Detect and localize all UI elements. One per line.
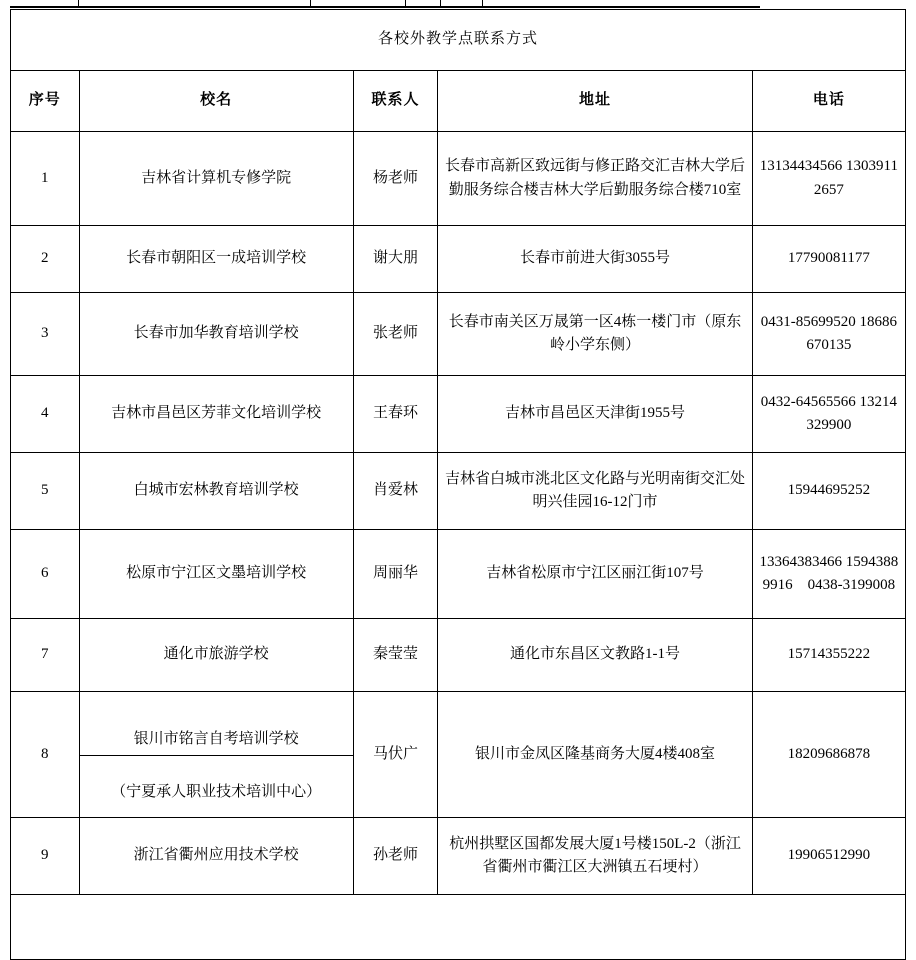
row-contact: 张老师 <box>353 293 438 376</box>
table-row <box>11 818 906 895</box>
row-address: 吉林省白城市洮北区文化路与光明南街交汇处明兴佳园16-12门市 <box>438 453 752 530</box>
footer-note <box>11 895 906 960</box>
clipped-divider-4 <box>440 0 441 6</box>
column-header-phone: 电话 <box>752 71 905 132</box>
row-contact: 周丽华 <box>353 530 438 619</box>
row-index: 8 <box>11 692 80 818</box>
footer-row <box>11 895 906 960</box>
row-index: 1 <box>11 132 80 226</box>
row-phone: 13364383466 15943889916 0438-3199008 <box>752 530 905 619</box>
column-header-index: 序号 <box>11 71 80 132</box>
column-header-contact: 联系人 <box>353 71 438 132</box>
clipped-divider-1 <box>78 0 79 6</box>
row-school: 长春市朝阳区一成培训学校 <box>79 226 353 293</box>
title-row <box>11 10 906 71</box>
row-school: 吉林市昌邑区芳菲文化培训学校 <box>79 376 353 453</box>
column-header-school: 校名 <box>79 71 353 132</box>
table-row <box>11 692 906 818</box>
page-title: 各校外教学点联系方式 <box>11 10 906 71</box>
row-index: 5 <box>11 453 80 530</box>
table-row <box>11 293 906 376</box>
row-school: 通化市旅游学校 <box>79 619 353 692</box>
row-address: 吉林市昌邑区天津街1955号 <box>438 376 752 453</box>
row-address: 通化市东昌区文教路1-1号 <box>438 619 752 692</box>
row-contact: 杨老师 <box>353 132 438 226</box>
row-school-split <box>79 692 353 818</box>
row-contact: 秦莹莹 <box>353 619 438 692</box>
row-phone: 0431-85699520 18686670135 <box>752 293 905 376</box>
row-school: 浙江省衢州应用技术学校 <box>79 818 353 895</box>
row-phone: 15944695252 <box>752 453 905 530</box>
row-address: 吉林省松原市宁江区丽江街107号 <box>438 530 752 619</box>
table-header-row <box>11 71 906 132</box>
row-address: 长春市南关区万晟第一区4栋一楼门市（原东岭小学东侧） <box>438 293 752 376</box>
row-index: 6 <box>11 530 80 619</box>
row-phone: 19906512990 <box>752 818 905 895</box>
row-address: 银川市金凤区隆基商务大厦4楼408室 <box>438 692 752 818</box>
row-phone: 17790081177 <box>752 226 905 293</box>
row-index: 4 <box>11 376 80 453</box>
row-address: 长春市前进大街3055号 <box>438 226 752 293</box>
clipped-table-strip-above <box>10 0 760 8</box>
row-index: 7 <box>11 619 80 692</box>
row-school-line1: 银川市铭言自考培训学校 <box>133 730 299 747</box>
row-school: 长春市加华教育培训学校 <box>79 293 353 376</box>
table-row <box>11 619 906 692</box>
row-phone: 0432-64565566 13214329900 <box>752 376 905 453</box>
table-row <box>11 530 906 619</box>
table-row <box>11 132 906 226</box>
row-contact: 马伏广 <box>353 692 438 818</box>
row-index: 3 <box>11 293 80 376</box>
row-index: 2 <box>11 226 80 293</box>
row-phone: 18209686878 <box>752 692 905 818</box>
row-phone: 15714355222 <box>752 619 905 692</box>
row-address: 杭州拱墅区国都发展大厦1号楼150L-2（浙江省衢州市衢江区大洲镇五石埂村） <box>438 818 752 895</box>
table-row <box>11 453 906 530</box>
row-contact: 孙老师 <box>353 818 438 895</box>
row-school: 白城市宏林教育培训学校 <box>79 453 353 530</box>
clipped-divider-3 <box>405 0 406 6</box>
row-phone: 13134434566 13039112657 <box>752 132 905 226</box>
table-row <box>11 376 906 453</box>
contact-table <box>10 9 906 960</box>
row-school-line2: （宁夏承人职业技术培训中心） <box>80 755 353 807</box>
row-school: 松原市宁江区文墨培训学校 <box>79 530 353 619</box>
row-contact: 肖爱林 <box>353 453 438 530</box>
table-row <box>11 226 906 293</box>
row-address: 长春市高新区致远街与修正路交汇吉林大学后勤服务综合楼吉林大学后勤服务综合楼710室 <box>438 132 752 226</box>
row-contact: 王春环 <box>353 376 438 453</box>
clipped-divider-5 <box>482 0 483 6</box>
column-header-address: 地址 <box>438 71 752 132</box>
row-contact: 谢大朋 <box>353 226 438 293</box>
row-index: 9 <box>11 818 80 895</box>
clipped-divider-2 <box>310 0 311 6</box>
row-school: 吉林省计算机专修学院 <box>79 132 353 226</box>
